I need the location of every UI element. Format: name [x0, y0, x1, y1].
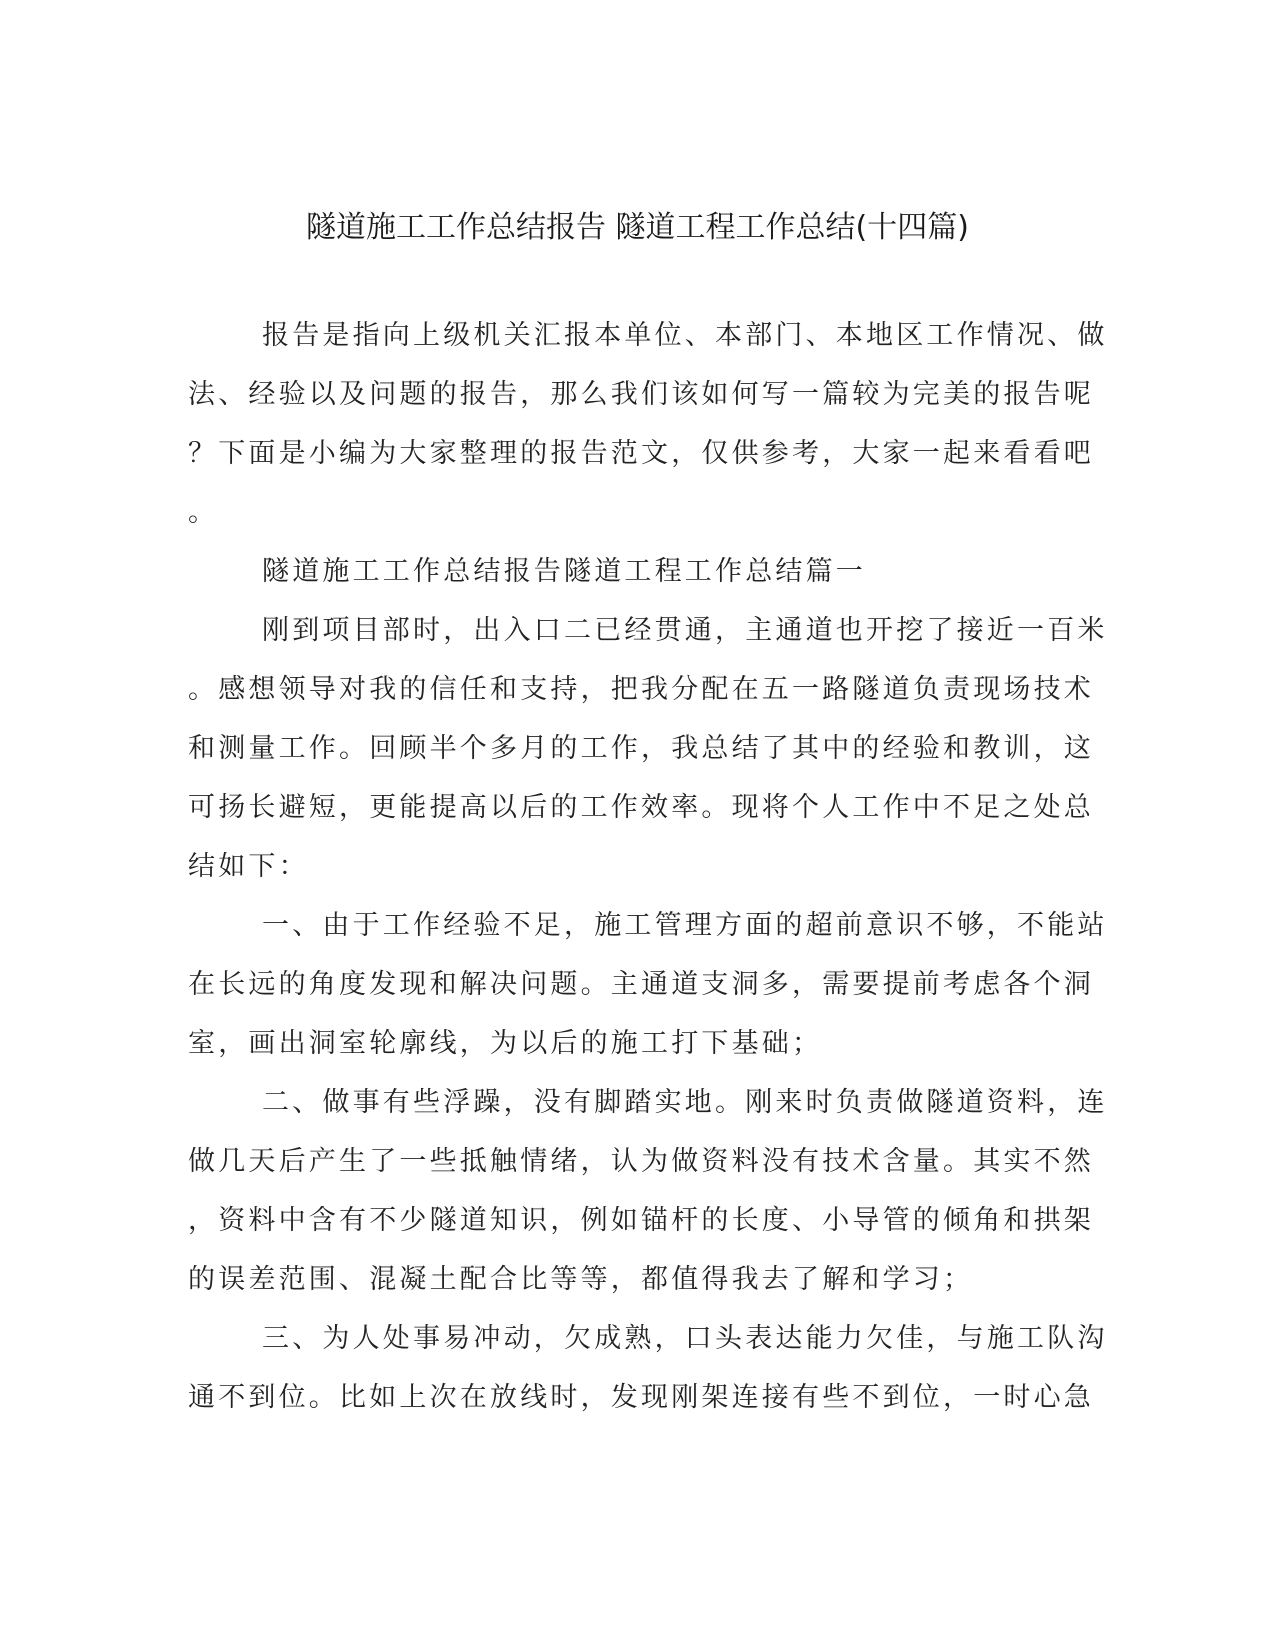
paragraph-line: ？下面是小编为大家整理的报告范文，仅供参考，大家一起来看看吧: [188, 438, 1094, 469]
paragraph-line: 一、由于工作经验不足，施工管理方面的超前意识不够，不能站: [262, 910, 1108, 941]
paragraph-line: 刚到项目部时，出入口二已经贯通，主通道也开挖了接近一百米: [262, 615, 1108, 646]
paragraph-line: 可扬长避短，更能提高以后的工作效率。现将个人工作中不足之处总: [188, 792, 1094, 823]
paragraph-line: 。感想领导对我的信任和支持，把我分配在五一路隧道负责现场技术: [188, 674, 1094, 705]
paragraph-line: 和测量工作。回顾半个多月的工作，我总结了其中的经验和教训，这: [188, 733, 1094, 764]
paragraph-line: 二、做事有些浮躁，没有脚踏实地。刚来时负责做隧道资料，连: [262, 1087, 1108, 1118]
paragraph-line: ，资料中含有不少隧道知识，例如锚杆的长度、小导管的倾角和拱架: [188, 1205, 1094, 1236]
document-title: 隧道施工工作总结报告 隧道工程工作总结(十四篇): [306, 210, 969, 245]
section-heading: 隧道施工工作总结报告隧道工程工作总结篇一: [262, 556, 866, 587]
paragraph-line: 做几天后产生了一些抵触情绪，认为做资料没有技术含量。其实不然: [188, 1146, 1094, 1177]
paragraph-line: 在长远的角度发现和解决问题。主通道支洞多，需要提前考虑各个洞: [188, 969, 1094, 1000]
paragraph-line: 结如下：: [188, 851, 309, 882]
paragraph-line: 室，画出洞室轮廓线，为以后的施工打下基础；: [188, 1028, 823, 1059]
paragraph-line: 通不到位。比如上次在放线时，发现刚架连接有些不到位，一时心急: [188, 1382, 1094, 1413]
paragraph-line: 三、为人处事易冲动，欠成熟，口头表达能力欠佳，与施工队沟: [262, 1323, 1108, 1354]
paragraph-line: 法、经验以及问题的报告，那么我们该如何写一篇较为完美的报告呢: [188, 379, 1094, 410]
paragraph-line: 报告是指向上级机关汇报本单位、本部门、本地区工作情况、做: [262, 320, 1108, 351]
paragraph-line: 。: [188, 497, 219, 528]
paragraph-line: 的误差范围、混凝土配合比等等，都值得我去了解和学习；: [188, 1264, 974, 1295]
